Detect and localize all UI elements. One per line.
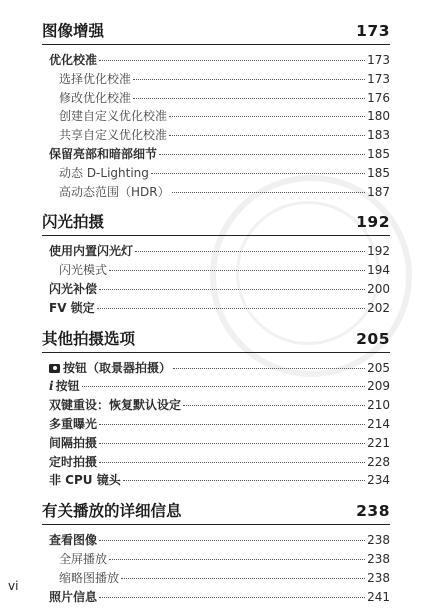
entry-page-number: 192 <box>367 244 390 259</box>
dot-leader <box>82 386 366 387</box>
entry-label: 共享自定义优化校准 <box>59 128 168 143</box>
dot-leader <box>151 173 365 174</box>
section-gap <box>42 201 390 209</box>
entry-label-wrap <box>42 415 97 434</box>
dot-leader <box>133 79 365 80</box>
toc-entry[interactable] <box>42 415 390 434</box>
entry-page-number: 210 <box>367 398 390 413</box>
entry-page-number: 200 <box>367 281 390 296</box>
section-heading[interactable] <box>42 498 390 525</box>
toc-entry[interactable] <box>42 89 390 108</box>
dot-leader <box>183 405 365 406</box>
section-heading[interactable] <box>42 18 390 45</box>
entry-label-wrap <box>42 51 97 70</box>
entry-page-number: 185 <box>367 165 390 180</box>
entry-label: 间隔拍摄 <box>49 435 98 450</box>
dot-leader <box>133 98 365 99</box>
dot-leader <box>109 270 365 271</box>
toc-section <box>42 18 390 209</box>
entry-label-wrap <box>42 89 131 108</box>
section-heading[interactable] <box>42 326 390 353</box>
entry-label: 闪光补偿 <box>49 281 98 296</box>
toc-entry[interactable] <box>42 145 390 164</box>
entry-label-wrap <box>42 261 107 280</box>
toc-entry[interactable] <box>42 51 390 70</box>
entry-label-wrap <box>42 396 181 415</box>
toc-entry[interactable] <box>42 471 390 490</box>
entry-page-number: 187 <box>367 184 390 199</box>
toc-entry[interactable] <box>42 70 390 89</box>
entry-label: 双键重设：恢复默认设定 <box>49 398 182 413</box>
entry-page-number: 185 <box>367 146 390 161</box>
section-heading[interactable] <box>42 209 390 236</box>
entry-label-wrap <box>42 70 131 89</box>
section-page-number: 205 <box>356 329 390 348</box>
toc-section <box>42 498 390 606</box>
camera-lv-icon <box>49 364 60 373</box>
info-i-icon: i <box>49 379 54 394</box>
entry-label: FV 锁定 <box>49 300 95 315</box>
entry-page-number: 238 <box>367 551 390 566</box>
page-number: vi <box>8 579 19 593</box>
toc-entry[interactable] <box>42 531 390 550</box>
toc-entry[interactable] <box>42 126 390 145</box>
section-page-number: 238 <box>356 502 390 521</box>
dot-leader <box>173 368 365 369</box>
entry-page-number: 234 <box>367 473 390 488</box>
entry-label-wrap <box>42 359 171 378</box>
entry-page-number: 180 <box>367 109 390 124</box>
entry-label: 创建自定义优化校准 <box>59 109 168 124</box>
toc-entry[interactable] <box>42 107 390 126</box>
entry-page-number: 173 <box>367 71 390 86</box>
entry-label-wrap <box>42 434 97 453</box>
entry-page-number: 205 <box>367 360 390 375</box>
dot-leader <box>99 60 365 61</box>
entry-label-wrap <box>42 588 97 607</box>
entry-label-wrap <box>42 453 97 472</box>
entry-page-number: 194 <box>367 263 390 278</box>
toc-entry[interactable] <box>42 396 390 415</box>
dot-leader <box>99 540 365 541</box>
dot-leader <box>99 424 365 425</box>
entry-label-wrap <box>42 107 167 126</box>
dot-leader <box>159 154 365 155</box>
toc-entry[interactable] <box>42 434 390 453</box>
entry-label: 按钮 <box>55 379 80 394</box>
entry-label-wrap <box>42 531 97 550</box>
entry-label: 选择优化校准 <box>59 71 132 86</box>
entry-label: 查看图像 <box>49 533 98 548</box>
entry-label: 保留亮部和暗部细节 <box>49 146 158 161</box>
dot-leader <box>172 192 365 193</box>
toc-entry[interactable] <box>42 453 390 472</box>
dot-leader <box>123 480 365 481</box>
entry-label-wrap <box>42 471 121 490</box>
entry-page-number: 228 <box>367 454 390 469</box>
section-page-number: 192 <box>356 213 390 232</box>
entry-label-wrap <box>42 280 97 299</box>
toc-entry[interactable] <box>42 164 390 183</box>
entry-page-number: 221 <box>367 435 390 450</box>
entry-page-number: 238 <box>367 533 390 548</box>
toc-entry[interactable] <box>42 261 390 280</box>
entry-label: 按钮（取景器拍摄） <box>63 360 172 375</box>
section-gap <box>42 318 390 326</box>
entry-label-wrap <box>42 126 167 145</box>
toc-entry[interactable] <box>42 242 390 261</box>
entry-label-wrap <box>42 164 149 183</box>
entry-label-wrap <box>42 569 119 588</box>
entry-label: 动态 D-Lighting <box>59 165 149 180</box>
dot-leader <box>99 462 365 463</box>
entry-page-number: 209 <box>367 379 390 394</box>
entry-label: 定时拍摄 <box>49 454 98 469</box>
section-title: 有关播放的详细信息 <box>42 502 182 521</box>
toc-entry[interactable] <box>42 377 390 396</box>
entry-label: 缩略图播放 <box>59 570 120 585</box>
entry-label: 非 CPU 镜头 <box>49 473 121 488</box>
entry-page-number: 176 <box>367 90 390 105</box>
toc-entry[interactable] <box>42 569 390 588</box>
section-title: 其他拍摄选项 <box>42 329 136 348</box>
entry-page-number: 183 <box>367 128 390 143</box>
entry-label: 高动态范围（HDR） <box>59 184 170 199</box>
dot-leader <box>169 116 365 117</box>
entry-label-wrap <box>42 242 133 261</box>
dot-leader <box>121 578 365 579</box>
section-title: 闪光拍摄 <box>42 213 105 232</box>
dot-leader <box>99 443 365 444</box>
entry-page-number: 214 <box>367 416 390 431</box>
entry-label-wrap <box>42 550 107 569</box>
toc-section <box>42 326 390 499</box>
entry-label-wrap <box>42 299 95 318</box>
dot-leader <box>99 289 365 290</box>
dot-leader <box>99 597 365 598</box>
entry-page-number: 173 <box>367 53 390 67</box>
toc-section <box>42 209 390 325</box>
entry-page-number: 202 <box>367 300 390 315</box>
entry-label-wrap <box>42 377 80 396</box>
entry-label: 闪光模式 <box>59 263 108 278</box>
entry-label: 优化校准 <box>49 53 98 67</box>
toc-entry[interactable] <box>42 550 390 569</box>
dot-leader <box>169 135 365 136</box>
entry-label: 照片信息 <box>49 589 98 604</box>
entry-label: 修改优化校准 <box>59 90 132 105</box>
table-of-contents <box>42 18 390 606</box>
toc-entry[interactable] <box>42 299 390 318</box>
dot-leader <box>135 251 365 252</box>
dot-leader <box>109 559 365 560</box>
section-page-number: 173 <box>356 22 390 40</box>
entry-label: 多重曝光 <box>49 416 98 431</box>
entry-page-number: 241 <box>367 589 390 604</box>
toc-entry[interactable] <box>42 359 390 378</box>
entry-label: 使用内置闪光灯 <box>49 244 134 259</box>
section-gap <box>42 490 390 498</box>
toc-entry[interactable] <box>42 280 390 299</box>
entry-label-wrap <box>42 183 170 202</box>
entry-label: 全屏播放 <box>59 551 108 566</box>
entry-label-wrap <box>42 145 157 164</box>
dot-leader <box>97 308 365 309</box>
toc-entry[interactable] <box>42 588 390 607</box>
entry-page-number: 238 <box>367 570 390 585</box>
toc-entry[interactable] <box>42 183 390 202</box>
section-title: 图像增强 <box>42 22 105 40</box>
